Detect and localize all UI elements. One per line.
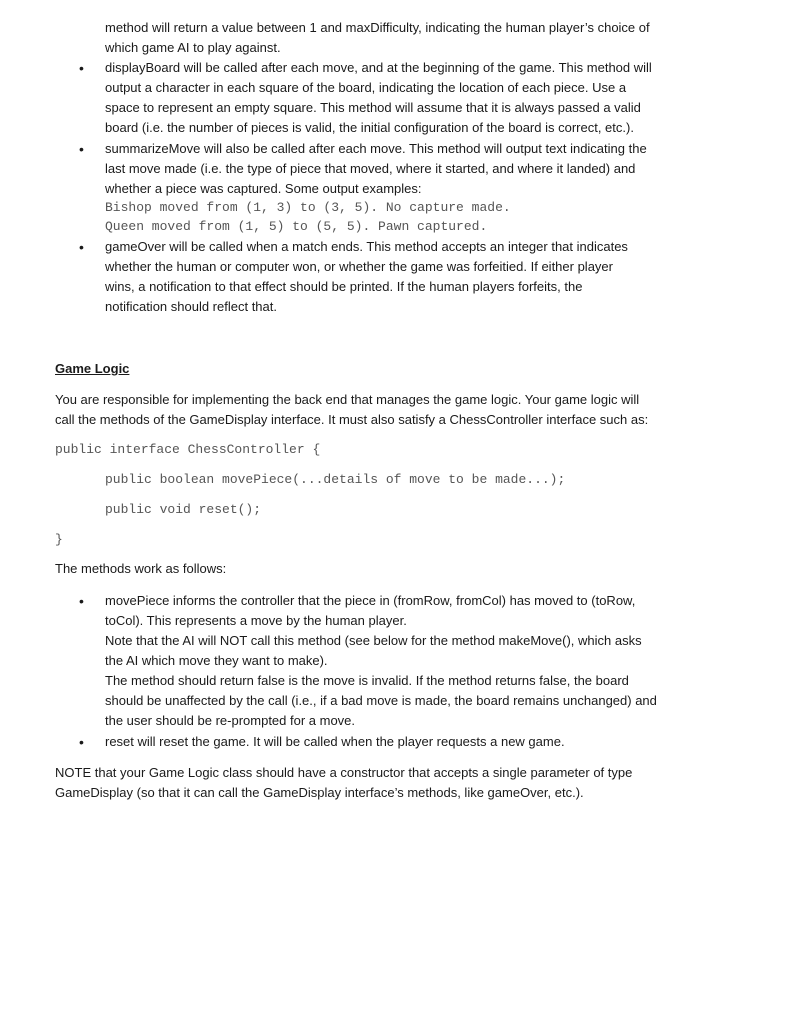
text-line: which game AI to play against. xyxy=(105,40,281,55)
code-reset: public void reset(); xyxy=(105,502,262,517)
code-move-piece: public boolean movePiece(...details of move to be made...); xyxy=(105,472,566,487)
text-line: whether a piece was captured. Some output examples: xyxy=(105,181,422,196)
text-line: gameOver will be called when a match ends. This method accepts an integer that indicates xyxy=(105,239,628,254)
text-line: movePiece informs the controller that the piece in (fromRow, fromCol) has moved to (toRow, xyxy=(105,593,636,608)
text-line: GameDisplay (so that it can call the GameDisplay interface’s methods, like gameOver, etc.). xyxy=(55,785,584,800)
text-line: The method should return false is the move is invalid. If the method returns false, the board xyxy=(105,673,629,688)
text-line: You are responsible for implementing the back end that manages the game logic. Your game logic will xyxy=(55,392,640,407)
text-line: toCol). This represents a move by the human player. xyxy=(105,613,407,628)
code-close-brace: } xyxy=(55,532,63,547)
code-example: Bishop moved from (1, 3) to (3, 5). No capture made. xyxy=(105,200,511,215)
text-line: Note that the AI will NOT call this method (see below for the method makeMove(), which asks xyxy=(105,633,642,648)
text-line: the user should be re-prompted for a move. xyxy=(105,713,356,728)
text-line: displayBoard will be called after each move, and at the beginning of the game. This method will xyxy=(105,60,652,75)
bullet-marker: • xyxy=(79,60,84,76)
text-line: The methods work as follows: xyxy=(55,561,227,576)
code-example: Queen moved from (1, 5) to (5, 5). Pawn captured. xyxy=(105,219,488,234)
text-line: output a character in each square of the board, indicating the location of each piece. Use a xyxy=(105,80,627,95)
text-line: call the methods of the GameDisplay interface. It must also satisfy a ChessController interface such as: xyxy=(55,412,649,427)
text-line: last move made (i.e. the type of piece that moved, where it started, and where it landed) and xyxy=(105,161,636,176)
bullet-marker: • xyxy=(79,734,84,750)
text-line: notification should reflect that. xyxy=(105,299,277,314)
text-line: space to represent an empty square. This method will assume that it is always passed a valid xyxy=(105,100,641,115)
text-line: reset will reset the game. It will be called when the player requests a new game. xyxy=(105,734,565,749)
bullet-marker: • xyxy=(79,141,84,157)
section-heading: Game Logic xyxy=(55,361,130,376)
text-line: wins, a notification to that effect should be printed. If the human players forfeits, the xyxy=(105,279,583,294)
text-line: the AI which move they want to make). xyxy=(105,653,328,668)
text-line: should be unaffected by the call (i.e., if a bad move is made, the board remains unchanged) and xyxy=(105,693,657,708)
text-line: board (i.e. the number of pieces is valid, the initial configuration of the board is correct, etc.). xyxy=(105,120,634,135)
bullet-marker: • xyxy=(79,239,84,255)
text-line: method will return a value between 1 and maxDifficulty, indicating the human player’s choice of xyxy=(105,20,650,35)
text-line: NOTE that your Game Logic class should have a constructor that accepts a single parameter of type xyxy=(55,765,633,780)
code-interface-decl: public interface ChessController { xyxy=(55,442,321,457)
bullet-marker: • xyxy=(79,593,84,609)
text-line: whether the human or computer won, or whether the game was forfeitied. If either player xyxy=(105,259,613,274)
text-line: summarizeMove will also be called after each move. This method will output text indicating the xyxy=(105,141,647,156)
